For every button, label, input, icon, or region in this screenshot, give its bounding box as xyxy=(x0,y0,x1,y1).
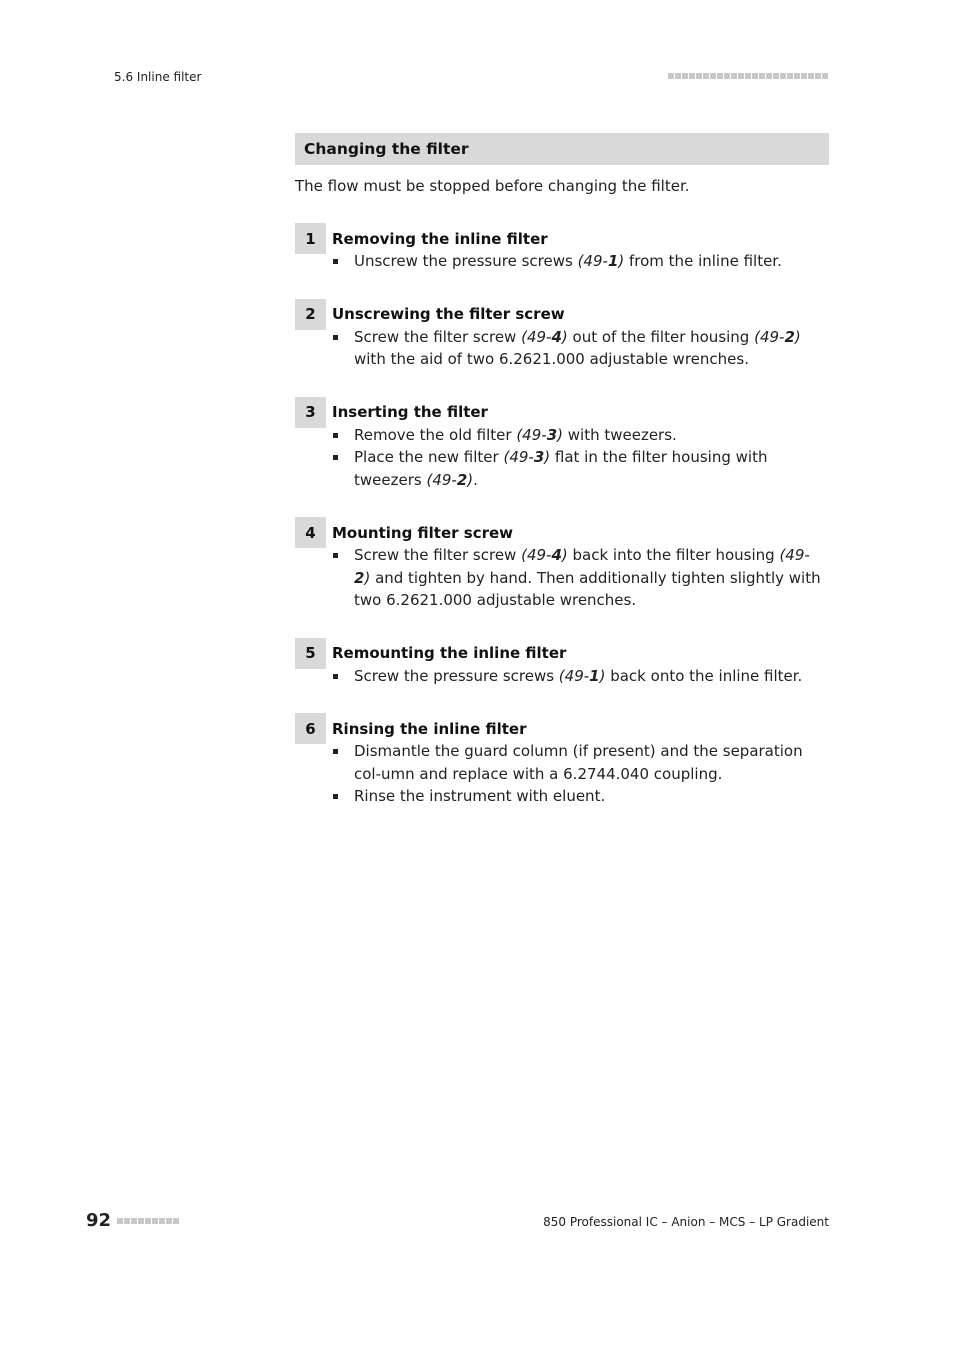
square-mark xyxy=(689,73,695,79)
step-4 xyxy=(295,517,829,612)
square-mark xyxy=(787,73,793,79)
bullet-item xyxy=(295,250,829,273)
figure-reference: 3 xyxy=(546,425,558,444)
bullet-text: Place the new filter xyxy=(354,448,504,466)
square-mark xyxy=(808,73,814,79)
step-title: Rinsing the inline filter xyxy=(332,719,527,738)
step-list xyxy=(295,223,829,808)
square-mark xyxy=(710,73,716,79)
square-mark xyxy=(745,73,751,79)
bullet-text: back into the filter housing xyxy=(567,546,780,564)
step-number: 4 xyxy=(295,517,326,548)
header-decoration xyxy=(668,73,828,79)
running-header-section: 5.6 Inline filter xyxy=(114,70,202,84)
footer-page xyxy=(86,1210,179,1231)
step-3 xyxy=(295,397,829,492)
footer-document-title: 850 Professional IC – Anion – MCS – LP Gradient xyxy=(543,1215,829,1229)
square-mark xyxy=(696,73,702,79)
bullet-text: Remove the old filter xyxy=(354,425,517,444)
figure-reference: (49- xyxy=(426,470,457,489)
step-title: Removing the inline filter xyxy=(332,229,548,248)
square-mark xyxy=(703,73,709,79)
square-mark xyxy=(815,73,821,79)
bullet-item xyxy=(295,665,829,688)
square-mark xyxy=(773,73,779,79)
step-title: Unscrewing the filter screw xyxy=(332,305,565,323)
intro-text: The flow must be stopped before changing the filter. xyxy=(295,177,690,195)
footer-decoration xyxy=(117,1218,179,1224)
square-mark xyxy=(780,73,786,79)
step-5 xyxy=(295,638,829,688)
bullet-list xyxy=(295,544,829,612)
figure-reference: 2 xyxy=(784,327,795,346)
square-mark xyxy=(173,1218,179,1224)
bullet-text: out of the filter housing xyxy=(567,327,755,346)
figure-reference: ) xyxy=(544,448,551,466)
step-title: Inserting the filter xyxy=(332,403,488,421)
figure-reference: (49- xyxy=(521,546,552,564)
bullet-list xyxy=(295,665,829,688)
step-number: 6 xyxy=(295,713,326,744)
square-mark xyxy=(117,1218,123,1224)
figure-reference: 2 xyxy=(456,470,468,489)
figure-reference: (49- xyxy=(516,425,547,444)
bullet-text: back onto the inline filter. xyxy=(605,666,803,685)
figure-reference: 1 xyxy=(607,252,619,270)
figure-reference: 3 xyxy=(533,448,545,466)
square-mark xyxy=(166,1218,172,1224)
figure-reference: (49- xyxy=(779,546,810,564)
step-1 xyxy=(295,223,829,273)
bullet-item xyxy=(295,424,829,447)
bullet-list xyxy=(295,326,829,371)
bullet-text: from the inline filter. xyxy=(624,252,782,270)
figure-reference: 1 xyxy=(589,666,600,685)
bullet-item xyxy=(295,740,829,785)
figure-reference: ) xyxy=(794,327,801,346)
step-2 xyxy=(295,299,829,371)
square-mark xyxy=(801,73,807,79)
main-content xyxy=(295,133,829,808)
step-6 xyxy=(295,713,829,808)
step-number: 1 xyxy=(295,223,326,254)
page-number: 92 xyxy=(86,1210,112,1231)
bullet-text: Rinse the instrument with eluent. xyxy=(354,787,606,805)
figure-reference: ) xyxy=(618,252,625,270)
square-mark xyxy=(717,73,723,79)
square-mark xyxy=(759,73,765,79)
bullet-list xyxy=(295,740,829,808)
step-number: 2 xyxy=(295,299,326,330)
bullet-item xyxy=(295,326,829,371)
figure-reference: ) xyxy=(467,470,474,489)
bullet-text: with tweezers. xyxy=(562,425,677,444)
square-mark xyxy=(822,73,828,79)
bullet-list xyxy=(295,250,829,273)
bullet-item xyxy=(295,446,829,491)
bullet-text: and tighten by hand. Then additionally tighten slightly with two 6.2621.000 adjustable wrenches. xyxy=(354,568,821,609)
square-mark xyxy=(152,1218,158,1224)
figure-reference: ) xyxy=(364,568,371,587)
square-mark xyxy=(159,1218,165,1224)
square-mark xyxy=(124,1218,130,1224)
square-mark xyxy=(131,1218,137,1224)
step-title: Mounting filter screw xyxy=(332,523,514,542)
bullet-item xyxy=(295,785,829,808)
bullet-text: with the aid of two 6.2621.000 adjustable wrenches. xyxy=(354,350,749,368)
square-mark xyxy=(724,73,730,79)
square-mark xyxy=(794,73,800,79)
figure-reference: (49- xyxy=(558,666,590,685)
square-mark xyxy=(675,73,681,79)
section-title: Changing the filter xyxy=(295,133,829,165)
step-number: 3 xyxy=(295,397,326,428)
figure-reference: 4 xyxy=(551,546,562,564)
square-mark xyxy=(668,73,674,79)
bullet-text: flat in the filter housing with tweezers xyxy=(354,448,768,489)
figure-reference: ) xyxy=(561,546,568,564)
figure-reference: 2 xyxy=(354,568,365,587)
step-title: Remounting the inline filter xyxy=(332,644,567,662)
bullet-text: Screw the filter screw xyxy=(354,327,522,346)
figure-reference: ) xyxy=(599,666,606,685)
square-mark xyxy=(682,73,688,79)
bullet-text: Screw the filter screw xyxy=(354,546,522,564)
figure-reference: (49- xyxy=(754,327,785,346)
figure-reference: (49- xyxy=(521,327,552,346)
square-mark xyxy=(738,73,744,79)
step-number: 5 xyxy=(295,638,326,669)
square-mark xyxy=(752,73,758,79)
bullet-text: Dismantle the guard column (if present) and the separation col-umn and replace with a 6.2744.040 coupling. xyxy=(354,742,803,783)
bullet-list xyxy=(295,424,829,492)
bullet-text: . xyxy=(473,470,478,489)
square-mark xyxy=(138,1218,144,1224)
figure-reference: 4 xyxy=(551,327,562,346)
figure-reference: (49- xyxy=(577,252,608,270)
figure-reference: ) xyxy=(557,425,563,444)
bullet-item xyxy=(295,544,829,612)
figure-reference: (49- xyxy=(503,448,534,466)
figure-reference: ) xyxy=(561,327,568,346)
square-mark xyxy=(145,1218,151,1224)
square-mark xyxy=(731,73,737,79)
bullet-text: Screw the pressure screws xyxy=(354,666,559,685)
square-mark xyxy=(766,73,772,79)
bullet-text: Unscrew the pressure screws xyxy=(354,252,578,270)
